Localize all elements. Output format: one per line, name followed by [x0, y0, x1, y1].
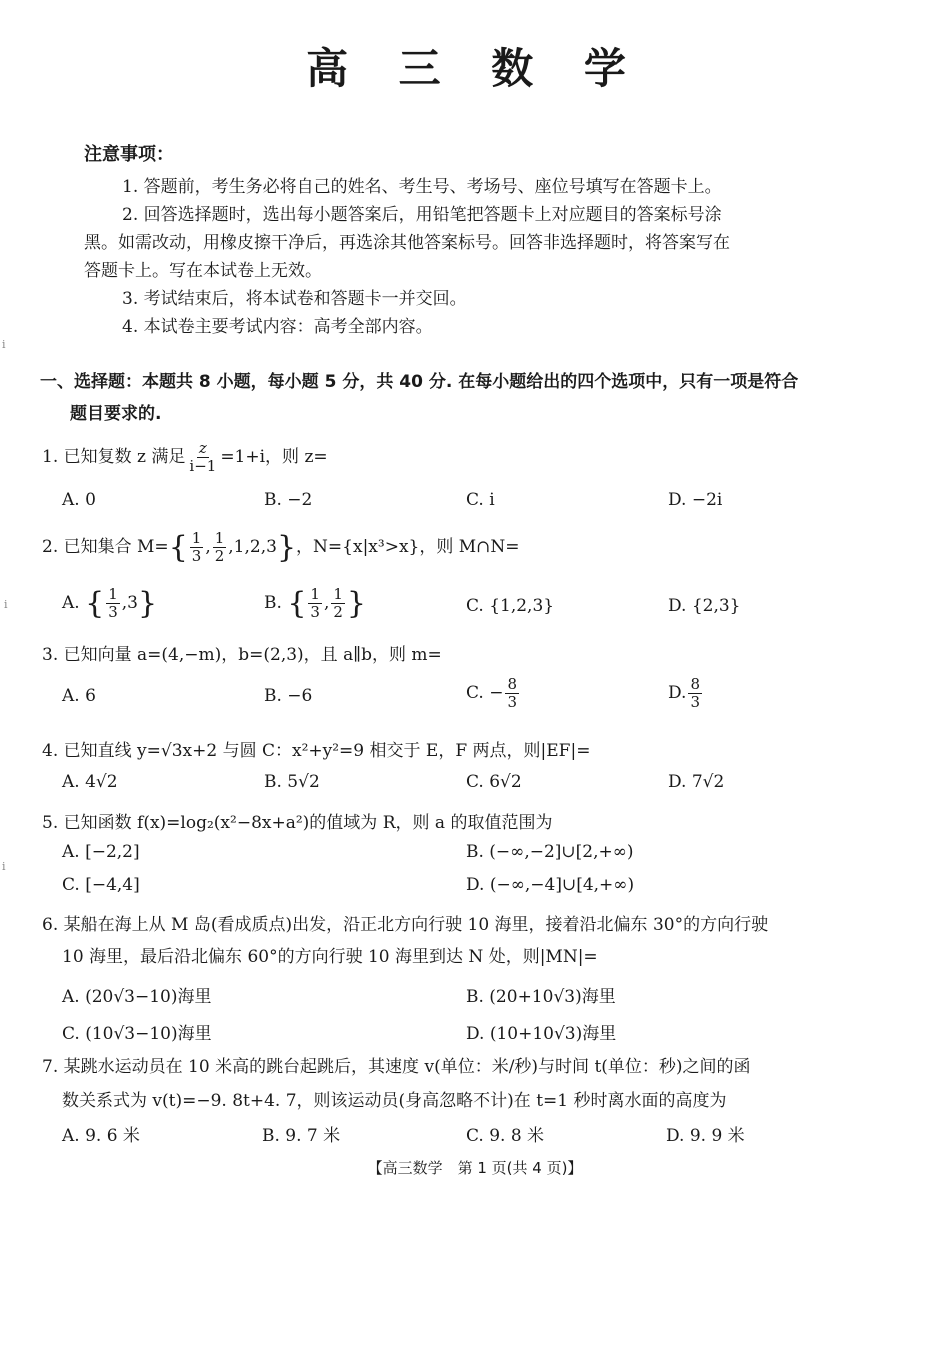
q7-option-d: D. 9. 9 米 — [666, 1126, 745, 1146]
q2-b-frac-2-num: 1 — [333, 585, 343, 603]
q7-option-c: C. 9. 8 米 — [466, 1126, 545, 1146]
q2-brace-left: { — [168, 530, 188, 565]
question-6-line-1: 6. 某船在海上从 M 岛(看成质点)出发，沿正北方向行驶 10 海里，接着沿北偏东 30°的方向行驶 — [42, 915, 769, 935]
q3-d-frac-num: 8 — [690, 675, 700, 693]
q2-a-frac-num: 1 — [108, 585, 118, 603]
q2-b-brace-right: } — [346, 586, 366, 621]
q2-b-frac-2-den: 2 — [333, 603, 343, 621]
q6-option-b: B. (20+10√3)海里 — [466, 987, 616, 1007]
page-title: 高 三 数 学 — [306, 44, 644, 93]
q2-b-frac-1-num: 1 — [310, 585, 320, 603]
question-1 — [42, 440, 328, 475]
q7-option-a: A. 9. 6 米 — [62, 1126, 140, 1146]
note-1: 1. 答题前，考生务必将自己的姓名、考生号、考场号、座位号填写在答题卡上。 — [122, 177, 722, 197]
q5-option-a: A. [−2,2] — [62, 842, 140, 862]
q1-fraction — [187, 440, 218, 475]
q3-c-frac-num: 8 — [507, 675, 517, 693]
q6-option-c: C. (10√3−10)海里 — [62, 1024, 212, 1044]
q1-frac-num: z — [198, 439, 207, 457]
q3-option-d — [668, 676, 704, 711]
question-5: 5. 已知函数 f(x)=log₂(x²−8x+a²)的值域为 R，则 a 的取值范围为 — [42, 813, 553, 833]
q5-option-b: B. (−∞,−2]∪[2,+∞) — [466, 842, 634, 862]
notes-heading: 注意事项： — [84, 144, 174, 165]
q6-option-d: D. (10+10√3)海里 — [466, 1024, 617, 1044]
page-footer: 【高三数学 第 1 页(共 4 页)】 — [367, 1159, 583, 1177]
q1-post: =1+i，则 z= — [220, 447, 328, 467]
question-7-line-2: 数关系式为 v(t)=−9. 8t+4. 7，则该运动员(身高忽略不计)在 t=1 秒时离水面的高度为 — [62, 1091, 727, 1111]
q5-option-c: C. [−4,4] — [62, 875, 140, 895]
q2-post: ，N={x|x³>x}，则 M∩N= — [296, 537, 520, 557]
q2-b-frac-1 — [308, 586, 322, 621]
q2-b-brace-left: { — [287, 586, 307, 621]
question-6-line-2: 10 海里，最后沿北偏东 60°的方向行驶 10 海里到达 N 处，则|MN|= — [62, 947, 598, 967]
q4-option-d: D. 7√2 — [668, 772, 725, 792]
q2-frac-1 — [190, 530, 204, 565]
q3-d-frac-den: 3 — [690, 693, 700, 711]
q4-option-a: A. 4√2 — [62, 772, 118, 792]
question-3: 3. 已知向量 a=(4,−m)，b=(2,3)，且 a∥b，则 m= — [42, 645, 442, 665]
q2-pre: 2. 已知集合 M= — [42, 537, 169, 557]
q1-frac-den: i−1 — [189, 457, 217, 475]
q2-frac-2 — [213, 530, 227, 565]
q3-option-a: A. 6 — [62, 686, 96, 706]
scan-mark-2: ⅰ — [4, 598, 8, 611]
q2-a-brace-left: { — [85, 586, 105, 621]
section-line-1: 一、选择题：本题共 8 小题，每小题 5 分，共 40 分. 在每小题给出的四个选项中，只有一项是符合 — [40, 372, 799, 392]
note-3: 3. 考试结束后，将本试卷和答题卡一并交回。 — [122, 289, 467, 309]
scan-mark-1: ⅰ — [2, 338, 6, 351]
note-2b: 黑。如需改动，用橡皮擦干净后，再选涂其他答案标号。回答非选择题时，将答案写在 — [84, 233, 730, 253]
q1-option-c: C. i — [466, 490, 495, 510]
q2-option-a-label: A. — [62, 593, 80, 613]
note-2c: 答题卡上。写在本试卷上无效。 — [84, 261, 322, 281]
question-4: 4. 已知直线 y=√3x+2 与圆 C：x²+y²=9 相交于 E，F 两点，则|EF|= — [42, 741, 591, 761]
q2-a-val: ,3 — [121, 593, 138, 613]
question-2: 2. 已知集合 M={ $\frac{1}{3}$ , $\frac{1}{2}$ ,1,2,3}，N={x|x³>x}，则 M∩N= — [42, 529, 520, 565]
q2-frac-1-num: 1 — [191, 529, 202, 547]
scan-mark-3: ⅰ — [2, 860, 6, 873]
q5-option-d: D. (−∞,−4]∪[4,+∞) — [466, 875, 635, 895]
q2-option-b-label: B. — [264, 593, 282, 613]
q2-a-frac — [106, 586, 120, 621]
q2-mid: ,1,2,3 — [228, 537, 277, 557]
q2-option-c: C. {1,2,3} — [466, 596, 555, 616]
q1-option-b: B. −2 — [264, 490, 313, 510]
q2-a-brace-right: } — [137, 586, 158, 621]
q4-option-b: B. 5√2 — [264, 772, 320, 792]
q3-d-frac — [688, 676, 702, 711]
q2-a-frac-den: 3 — [108, 603, 118, 621]
q2-option-d: D. {2,3} — [668, 596, 741, 616]
section-heading — [40, 366, 880, 430]
q2-brace-right: } — [276, 530, 297, 565]
section-line-2: 题目要求的. — [70, 404, 162, 424]
q6-option-a: A. (20√3−10)海里 — [62, 987, 212, 1007]
q2-option-a — [62, 586, 157, 621]
q2-b-frac-2 — [331, 586, 345, 621]
q3-option-c — [466, 676, 521, 711]
q1-option-a: A. 0 — [62, 490, 96, 510]
q2-frac-1-den: 3 — [191, 547, 202, 565]
note-2a: 2. 回答选择题时，选出每小题答案后，用铅笔把答题卡上对应题目的答案标号涂 — [122, 205, 722, 225]
q1-option-d: D. −2i — [668, 490, 723, 510]
q2-b-frac-1-den: 3 — [310, 603, 320, 621]
q4-option-c: C. 6√2 — [466, 772, 522, 792]
q3-c-frac-den: 3 — [507, 693, 517, 711]
q3-option-c-label: C. − — [466, 683, 504, 703]
q7-option-b: B. 9. 7 米 — [262, 1126, 341, 1146]
q1-pre: 1. 已知复数 z 满足 — [42, 447, 186, 467]
note-4: 4. 本试卷主要考试内容：高考全部内容。 — [122, 317, 433, 337]
q3-option-b: B. −6 — [264, 686, 313, 706]
q3-option-d-label: D. — [668, 683, 687, 703]
q2-frac-2-den: 2 — [214, 547, 225, 565]
q2-option-b: B. { $\frac{1}{3}$ , $\frac{1}{2}$ } — [264, 585, 366, 621]
q2-frac-2-num: 1 — [214, 529, 225, 547]
question-7-line-1: 7. 某跳水运动员在 10 米高的跳台起跳后，其速度 v(单位：米/秒)与时间 t(单位：秒)之间的函 — [42, 1057, 751, 1077]
q3-c-frac — [505, 676, 519, 711]
